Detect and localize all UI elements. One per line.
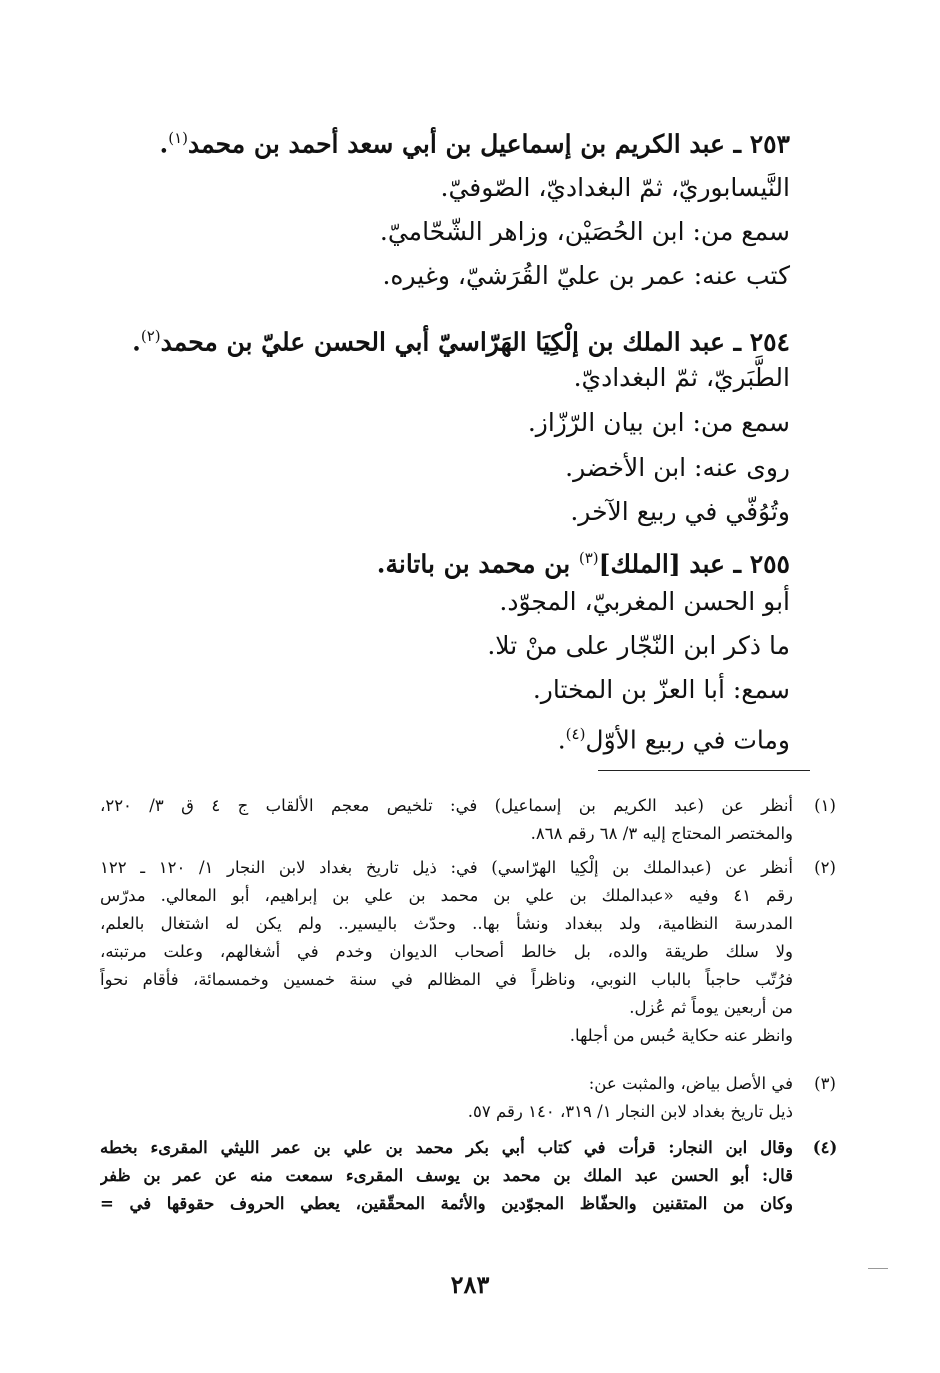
page-number: ٢٨٣ <box>450 1270 490 1299</box>
entry-line: وتُوُفّي في ربيع الآخر. <box>570 497 790 526</box>
footnote-line: قال: أبو الحسن عبد الملك بن محمد بن يوسف المقرىء سمعت منه عن عمر بن ظفر <box>100 1166 793 1185</box>
footnote-ref[interactable]: (٣) <box>578 549 599 567</box>
entry-heading: ٢٥٥ ـ عبد [الملك]$^{(٣)}$ بن محمد بن باتانة. <box>376 549 790 579</box>
entry-line: سمع من: ابن الحُصَيْن، وزاهر الشّحّاميّ. <box>379 217 790 246</box>
footnote-line: أنظر عن (عبدالملك بن إلْكِيا الهرّاسي) في: ذيل تاريخ بغداد لابن النجار ١/ ١٢٠ ـ ١٢٢ <box>100 858 793 877</box>
footnote-line: وكان من المتقنين والحفّاظ المجوّدين والأئمة المحقّقين، يعطي الحروف حقوقها في = <box>100 1194 793 1213</box>
footnote-line: والمختصر المحتاج إليه ٣/ ٦٨ رقم ٨٦٨. <box>530 824 793 843</box>
entry-line: ومات في ربيع الأوّل$^{(٤)}$. <box>557 725 790 755</box>
footnote-line: ولا سلك طريقة والده، بل خالط أصحاب الديوان وخدم في أشغالهم، وعلت مرتبته، <box>100 942 793 961</box>
footnote-number: (٢) <box>814 858 836 877</box>
footnote-ref[interactable]: (٢) <box>140 327 161 345</box>
footnote-number: (٣) <box>814 1074 836 1093</box>
entry-line: الطَّبَريّ، ثمّ البغداديّ. <box>573 363 790 392</box>
footnote-line: أنظر عن (عبد الكريم بن إسماعيل) في: تلخيص معجم الألقاب ج ٤ ق ٣/ ٢٢٠، <box>100 796 793 815</box>
scan-edge-mark <box>868 1268 888 1269</box>
footnote-line: فرُتّب حاجباً بالباب النوبي، وناظراً في المظالم في سنة خمسين وخمسمائة، فأقام نحواً <box>100 970 793 989</box>
entry-line: روى عنه: ابن الأخضر. <box>565 453 790 482</box>
footnote-line: وانظر عنه حكاية حُبس من أجلها. <box>569 1026 793 1045</box>
footnote-line: من أربعين يوماً ثم عُزل. <box>629 998 793 1017</box>
entry-heading: ٢٥٤ ـ عبد الملك بن إلْكِيَا الهَرّاسيّ أبي الحسن عليّ بن محمد$^{(٢)}$. <box>132 327 790 357</box>
footnote-line: رقم ٤١ وفيه «عبدالملك بن علي بن محمد بن علي بن إبراهيم، أبو المعالي. مدرّس <box>100 886 793 905</box>
entry-line: سمع من: ابن بيان الرّزّاز. <box>527 408 790 437</box>
entry-line: سمع: أبا العزّ بن المختار. <box>532 675 790 704</box>
entry-line: كتب عنه: عمر بن عليّ القُرَشيّ، وغيره. <box>382 261 790 290</box>
footnote-ref[interactable]: (١) <box>168 129 189 147</box>
entry-line: ما ذكر ابن النّجّار على منْ تلا. <box>487 631 790 660</box>
footnote-number: (٤) <box>812 1138 838 1157</box>
footnote-ref[interactable]: (٤) <box>565 725 586 743</box>
footnote-line: وقال ابن النجار: قرأت في كتاب أبي بكر محمد بن علي بن عمر الليثي المقرىء بخطه <box>100 1138 793 1157</box>
footnote-line: في الأصل بياض، والمثبت عن: <box>588 1074 793 1093</box>
entry-line: أبو الحسن المغربيّ، المجوّد. <box>499 587 790 616</box>
footnote-divider <box>598 770 810 771</box>
footnote-line: ذيل تاريخ بغداد لابن النجار ١/ ٣١٩، ١٤٠ رقم ٥٧. <box>467 1102 793 1121</box>
footnote-line: المدرسة النظامية، ولد ببغداد ونشأ بها.. وحدّث باليسير.. ولم يكن له اشتغال بالعلم، <box>100 914 793 933</box>
entry-line: النَّيسابوريّ، ثمّ البغداديّ، الصّوفيّ. <box>440 173 790 202</box>
footnote-number: (١) <box>814 796 836 815</box>
entry-heading: ٢٥٣ ـ عبد الكريم بن إسماعيل بن أبي سعد أحمد بن محمد$^{(١)}$. <box>159 129 790 159</box>
